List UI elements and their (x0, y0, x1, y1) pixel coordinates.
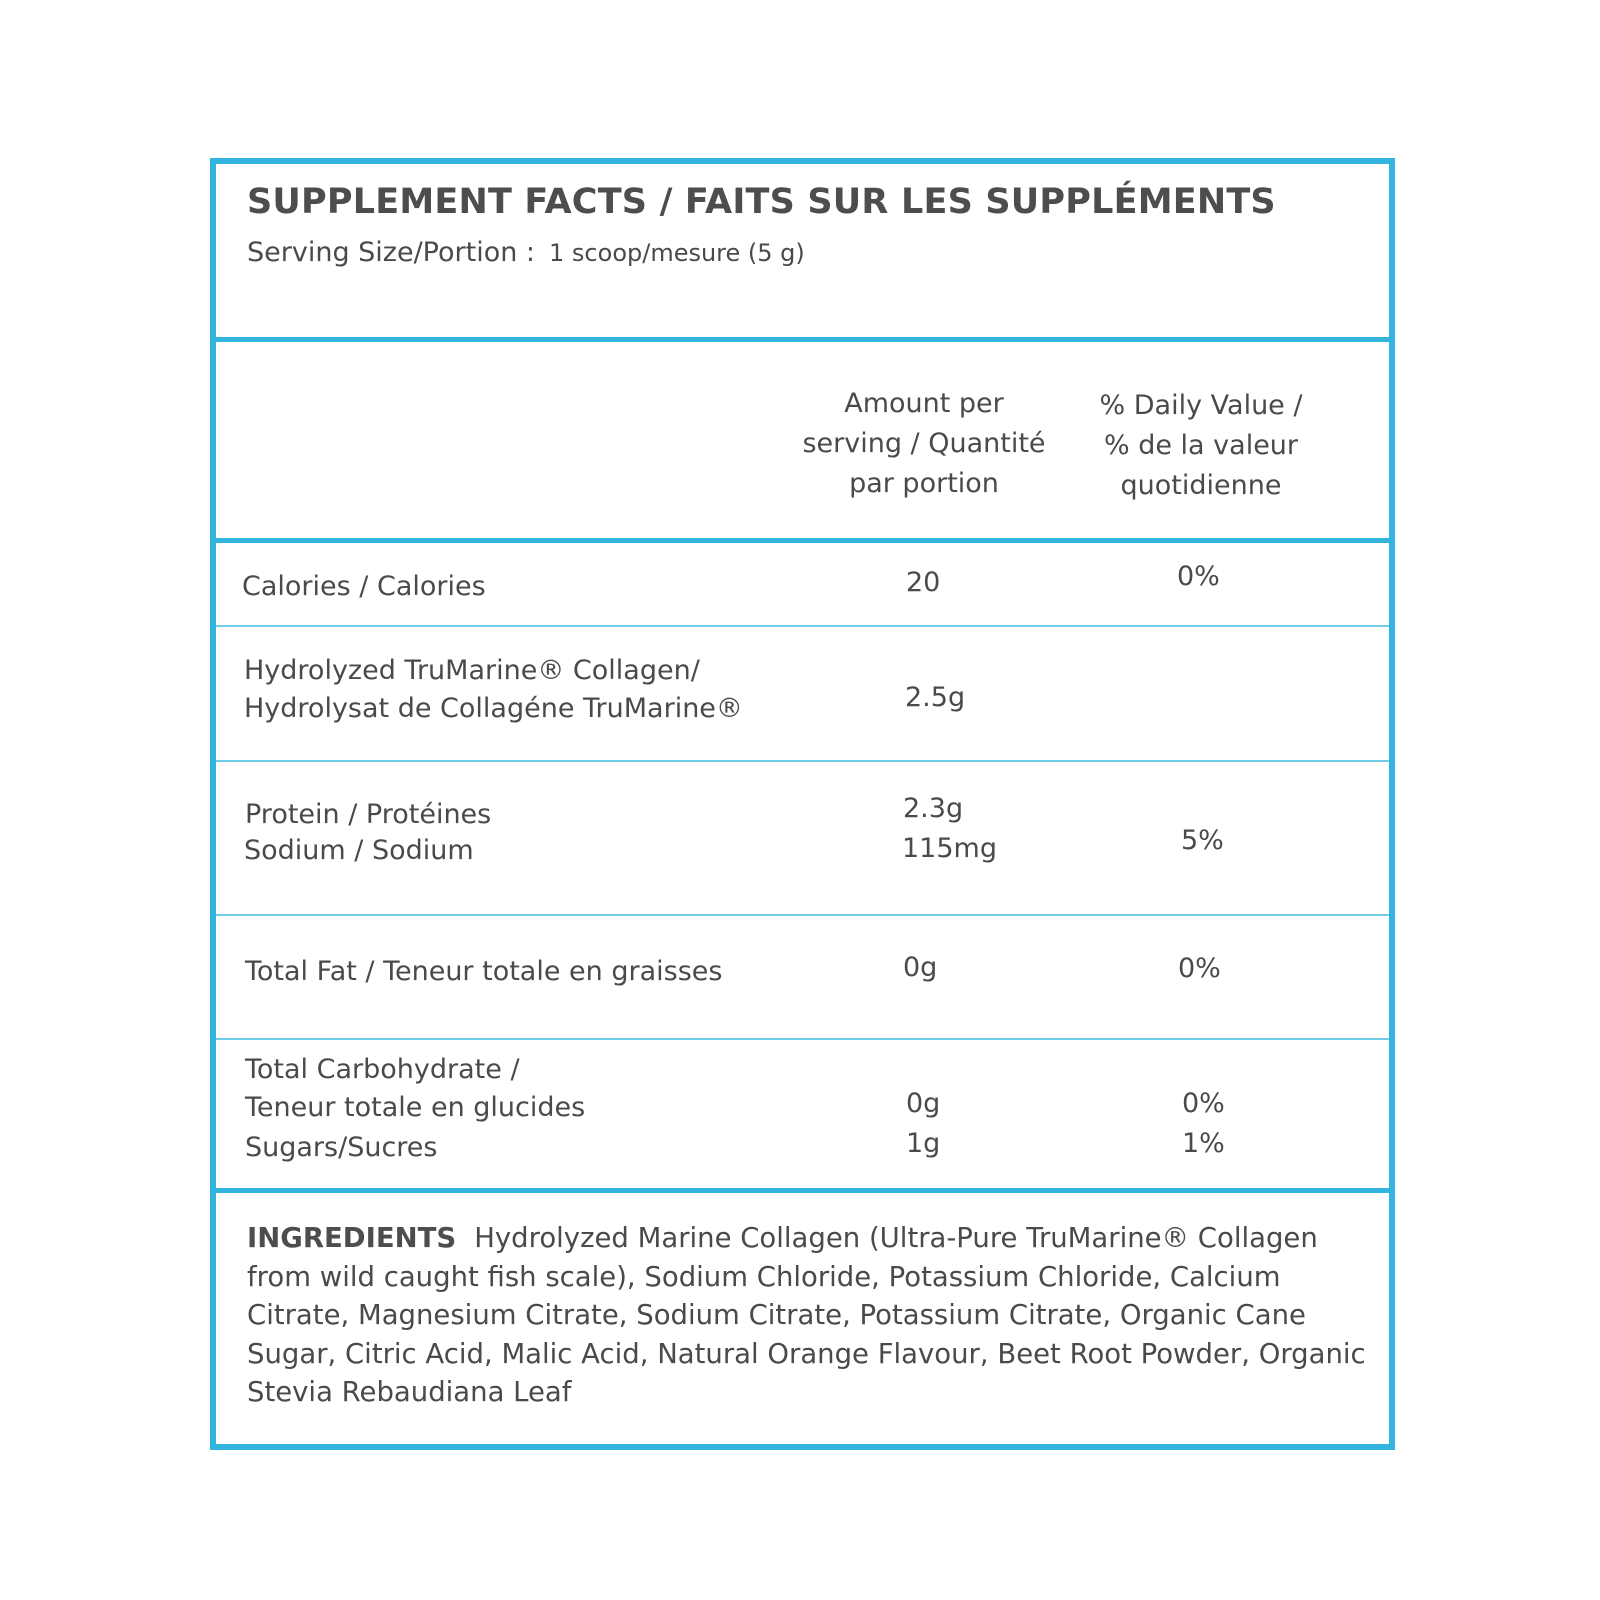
amount-header-line: par portion (849, 468, 999, 499)
row-divider (216, 1038, 1389, 1040)
ingredients-text: Hydrolyzed Marine Collagen (Ultra-Pure TruMarine® Collagen from wild caught fish scale), Sodium Chloride, Potassium Chloride, Calcium Citrate, Magnesium Citrate, Sodium Citrate, Potassium Citrate, Organic Cane Sugar, Citric Acid, Malic Acid, Natural Orange Flavour, Beet Root Powder, Organic Stevia Rebaudiana Leaf (247, 1222, 1366, 1408)
ingredients-label: INGREDIENTS (247, 1222, 457, 1254)
amount-header-line: serving / Quantité (802, 428, 1046, 459)
supplement-facts-panel (210, 158, 1395, 1450)
collagen-label-line: Hydrolyzed TruMarine® Collagen/ (244, 655, 700, 686)
sodium-amount: 115mg (902, 833, 997, 864)
total-fat-daily-value: 0% (1178, 953, 1221, 984)
daily-value-header-line: quotidienne (1120, 470, 1282, 501)
collagen-label (244, 652, 743, 728)
sugars-label: Sugars/Sucres (245, 1132, 438, 1163)
ingredients-block (247, 1219, 1367, 1412)
total-carbohydrate-daily-value: 0% (1182, 1088, 1225, 1119)
calories-label: Calories / Calories (242, 571, 486, 602)
protein-label: Protein / Protéines (245, 799, 492, 830)
daily-value-header-line: % Daily Value / (1099, 390, 1303, 421)
divider-columns (216, 538, 1389, 543)
sodium-daily-value: 5% (1181, 825, 1224, 856)
serving-size (247, 237, 805, 268)
row-divider (216, 760, 1389, 762)
total-carbohydrate-label (245, 1051, 585, 1127)
divider-header (216, 337, 1389, 342)
protein-amount: 2.3g (903, 793, 964, 824)
total-fat-label: Total Fat / Teneur totale en graisses (245, 956, 723, 987)
carbohydrate-label-line: Teneur totale en glucides (245, 1092, 586, 1123)
collagen-label-line: Hydrolysat de Collagéne TruMarine® (244, 693, 743, 724)
facts-title: SUPPLEMENT FACTS / FAITS SUR LES SUPPLÉMENTS (247, 182, 1276, 222)
serving-size-label: Serving Size/Portion : (247, 237, 536, 268)
daily-value-header (1066, 386, 1336, 506)
row-divider (216, 625, 1389, 627)
row-divider (216, 914, 1389, 916)
divider-ingredients (216, 1188, 1389, 1193)
calories-daily-value: 0% (1177, 561, 1220, 592)
sugars-amount: 1g (906, 1128, 941, 1159)
carbohydrate-label-line: Total Carbohydrate / (245, 1054, 520, 1085)
amount-per-serving-header (779, 384, 1069, 504)
serving-size-value: 1 scoop/mesure (5 g) (549, 239, 805, 267)
sugars-daily-value: 1% (1182, 1128, 1225, 1159)
total-fat-amount: 0g (903, 952, 938, 983)
calories-amount: 20 (906, 567, 941, 598)
daily-value-header-line: % de la valeur (1103, 430, 1299, 461)
amount-header-line: Amount per (844, 388, 1004, 419)
total-carbohydrate-amount: 0g (906, 1088, 941, 1119)
collagen-amount: 2.5g (905, 682, 966, 713)
sodium-label: Sodium / Sodium (244, 835, 474, 866)
